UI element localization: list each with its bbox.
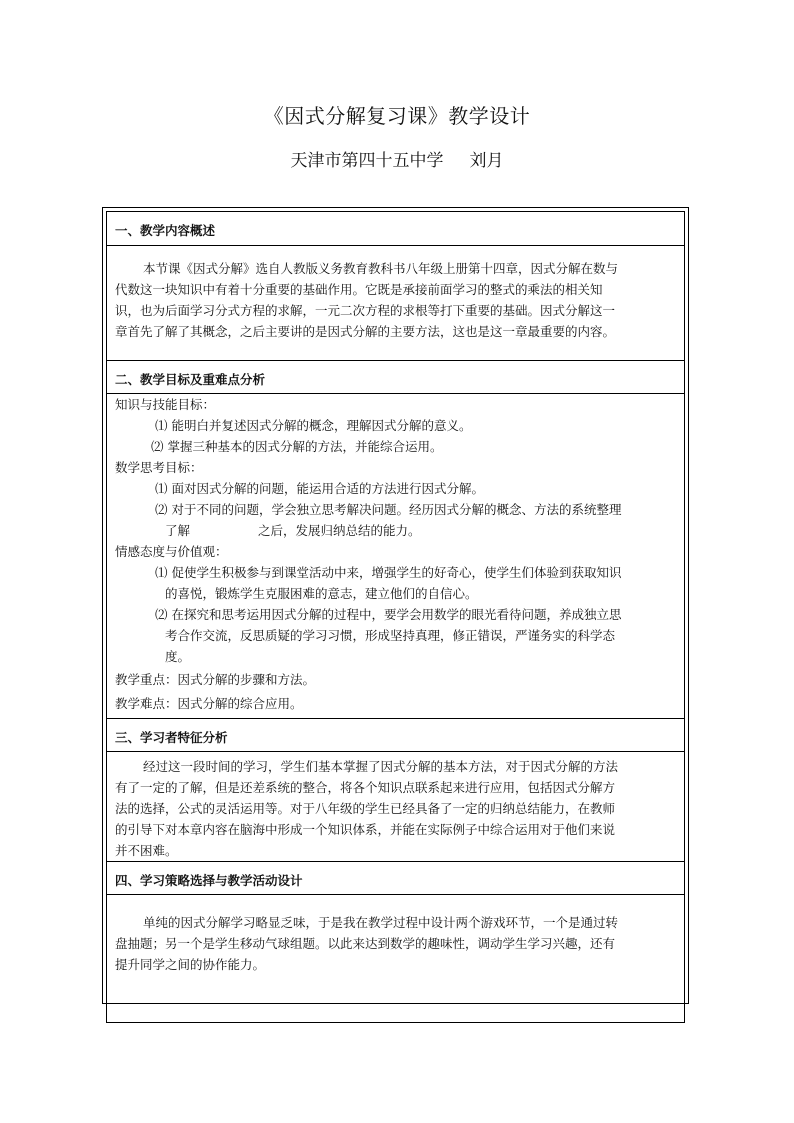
paragraph-line: 代数这一块知识中有着十分重要的基础作用。它既是承接前面学习的整式的乘法的相关知 [115,282,603,297]
paragraph-line: 并不困难。 [115,843,178,858]
objective-item: ⑵ 掌握三种基本的因式分解的方法，并能综合运用。 [151,439,443,454]
paragraph-line: 提升同学之间的协作能力。 [115,957,266,972]
objective-item-cont: 考合作交流，反思质疑的学习习惯，形成坚持真理，修正错误，严谨务实的科学态 [165,628,616,643]
objective-item-cont: 度。 [165,649,191,664]
objective-item: ⑵ 在探究和思考运用因式分解的过程中，要学会用数学的眼光看待问题，养成独立思 [155,607,622,622]
objective-text: 之后，发展归纳总结的能力。 [258,523,421,538]
section-body-overview [107,246,684,360]
objective-item: ⑴ 促使学生积极参与到课堂活动中来，增强学生的好奇心，使学生们体验到获取知识 [155,565,622,580]
paragraph-line: 法的选择，公式的灵活运用等。对于八年级的学生已经具备了一定的归纳总结能力，在教师 [115,801,616,816]
objective-item: ⑴ 面对因式分解的问题，能运用合适的方法进行因式分解。 [155,481,484,496]
paragraph-line: 的引导下对本章内容在脑海中形成一个知识体系，并能在实际例子中综合运用对于他们来说 [115,822,616,837]
objective-item-cont: 的喜悦，锻炼学生克服困难的意志，建立他们的自信心。 [165,586,478,601]
paragraph-line: 经过这一段时间的学习，学生们基本掌握了因式分解的基本方法，对于因式分解的方法 [143,759,619,774]
objective-item: ⑴ 能明白并复述因式分解的概念，理解因式分解的意义。 [155,418,472,433]
lesson-design-table [106,211,685,1023]
thinking-label: 数学思考目标： [115,460,203,475]
section-body-strategy [107,895,684,1022]
school-name: 天津市第四十五中学 [290,151,444,171]
author-name: 刘月 [469,151,504,171]
author-line [0,146,794,171]
objective-item: ⑵ 对于不同的问题，学会独立思考解决问题。经历因式分解的概念、方法的系统整理 [155,502,622,517]
objective-item-cont [115,520,676,541]
section-heading-learners: 三、学习者特征分析 [107,718,684,752]
difficulty-point: 教学难点：因式分解的综合应用。 [115,696,303,711]
paragraph-line: 有了一定的了解，但是还差系统的整合，将各个知识点联系起来进行应用，包括因式分解方 [115,780,616,795]
emotion-label: 情感态度与价值观： [115,544,228,559]
paragraph-line: 识，也为后面学习分式方程的求解，一元二次方程的求根等打下重要的基础。因式分解这一 [115,303,616,318]
section-body-objectives [107,394,684,718]
section-heading-strategy: 四、学习策略选择与教学活动设计 [107,861,684,895]
section-body-learners [107,752,684,861]
section-heading-overview: 一、教学内容概述 [107,212,684,246]
paragraph-line: 单纯的因式分解学习略显乏味，于是我在教学过程中设计两个游戏环节，一个是通过转 [143,915,619,930]
knowledge-label: 知识与技能目标： [115,397,216,412]
section-heading-objectives: 二、教学目标及重难点分析 [107,360,684,394]
paragraph-line: 章首先了解了其概念，之后主要讲的是因式分解的主要方法，这也是这一章最重要的内容。 [115,324,616,339]
document-title: 《因式分解复习课》教学设计 [263,104,531,128]
objective-text: 了解 [165,523,191,538]
key-point: 教学重点：因式分解的步骤和方法。 [115,672,316,687]
paragraph-line: 本节课《因式分解》选自人教版义务教育教科书八年级上册第十四章，因式分解在数与 [143,261,619,276]
paragraph-line: 盘抽题；另一个是学生移动气球组题。以此来达到数学的趣味性，调动学生学习兴趣，还有 [115,936,616,951]
